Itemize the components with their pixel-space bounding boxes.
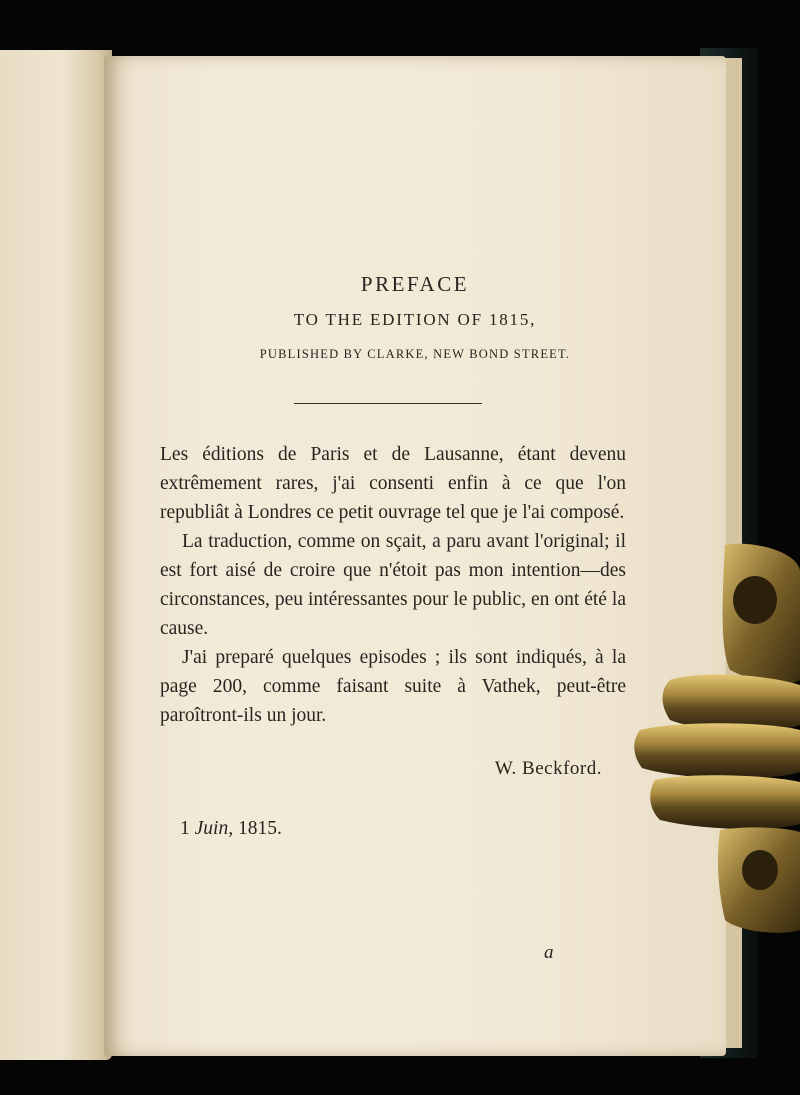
signature-mark: a bbox=[544, 942, 554, 963]
date-year: 1815. bbox=[237, 818, 282, 839]
author-signature: W. Beckford. bbox=[494, 758, 602, 779]
preface-body bbox=[160, 440, 626, 730]
paragraph: J'ai preparé quelques episodes ; ils sont indiqués, à la page 200, comme faisant suite à Vathek, peut-être paroîtront-ils un jour. bbox=[160, 647, 626, 726]
date-month: Juin, bbox=[194, 818, 234, 839]
left-page bbox=[0, 50, 112, 1060]
preface-title: PREFACE bbox=[360, 272, 470, 296]
publisher-line: PUBLISHED BY CLARKE, NEW BOND STREET. bbox=[259, 347, 571, 361]
divider-rule bbox=[294, 403, 482, 404]
paragraph: La traduction, comme on sçait, a paru avant l'original; il est fort aisé de croire que n'étoit pas mon intention—des circonstances, peu intéressantes pour le public, en ont été la cause. bbox=[160, 531, 626, 639]
date-day: 1 bbox=[180, 818, 190, 839]
preface-subtitle: TO THE EDITION OF 1815, bbox=[293, 310, 537, 329]
brass-book-weight bbox=[630, 540, 800, 940]
paragraph: Les éditions de Paris et de Lausanne, étant devenu extrêmement rares, j'ai consenti enfin à ce que l'on republiât à Londres ce petit ouvrage tel que je l'ai composé. bbox=[160, 444, 626, 523]
date-line bbox=[180, 818, 282, 840]
